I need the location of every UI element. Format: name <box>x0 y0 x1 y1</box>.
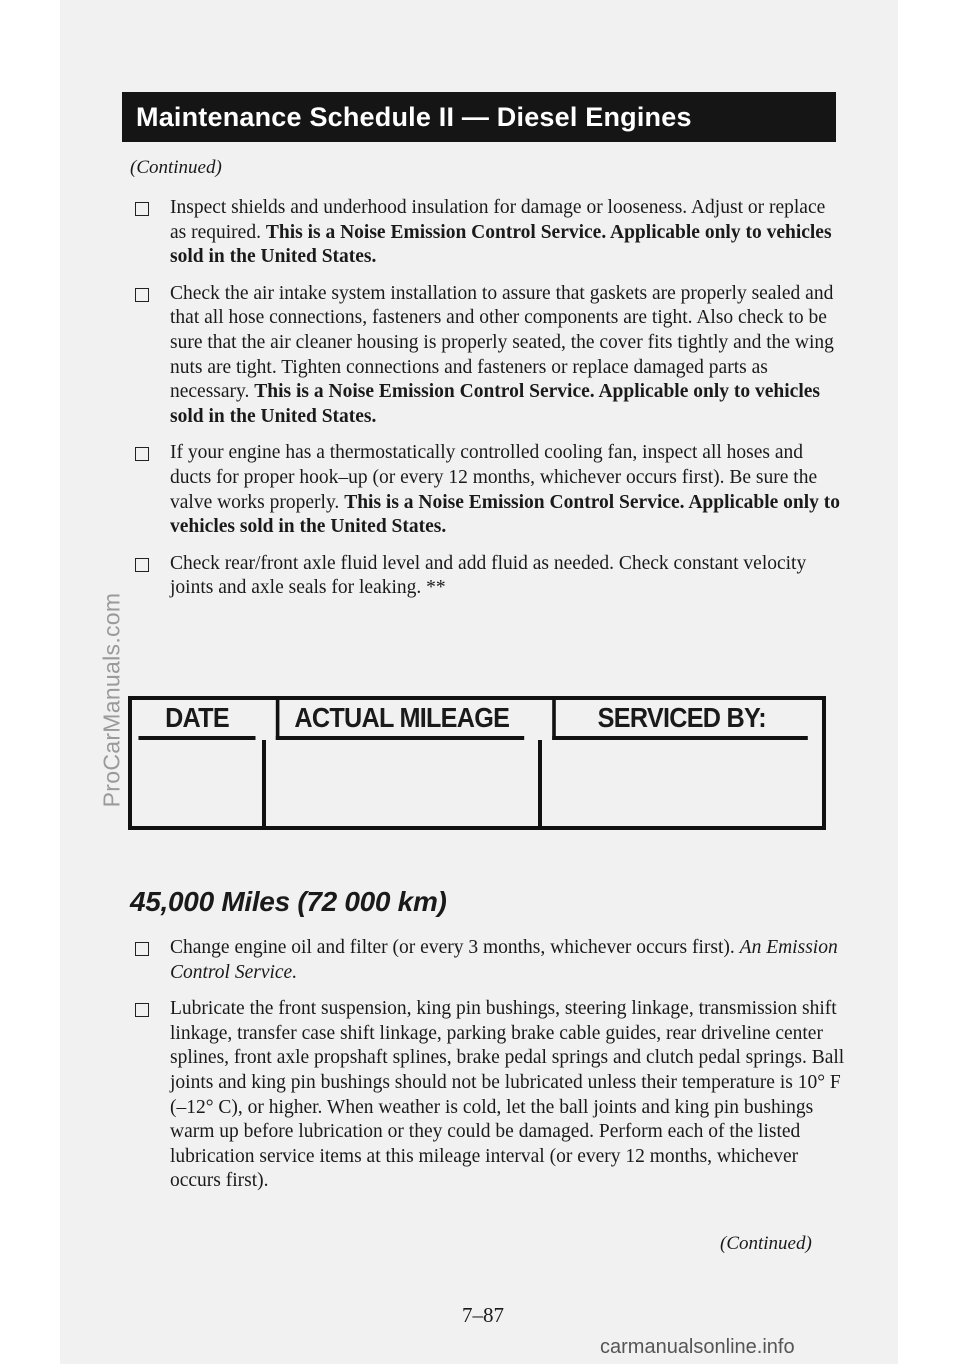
side-watermark: ProCarManuals.com <box>98 592 125 808</box>
item-text: Change engine oil and filter (or every 3 months, whichever occurs first). An Emission Control Service. <box>170 937 838 983</box>
checkbox-icon[interactable] <box>135 288 149 302</box>
item-text: If your engine has a thermostatically controlled cooling fan, inspect all hoses and ducts for proper hook–up (or every 12 months, whichever occurs first). Be sure the valve works properly. This is a Noise Emission Control Service. Applicable only to vehicles sold in the United States. <box>170 442 841 538</box>
page-title: Maintenance Schedule II — Diesel Engines <box>122 92 836 142</box>
checkbox-icon[interactable] <box>135 1003 149 1017</box>
continued-label-bottom: (Continued) <box>720 1233 812 1254</box>
item-text: Inspect shields and underhood insulation for damage or looseness. Adjust or replace as required. This is a Noise Emission Control Service. Applicable only to vehicles sold in the United States. <box>170 197 832 268</box>
continued-label-top: (Continued) <box>130 157 222 178</box>
item-text: Check rear/front axle fluid level and add fluid as needed. Check constant velocity joints and axle seals for leaking. ** <box>170 552 807 599</box>
item-text: Lubricate the front suspension, king pin bushings, steering linkage, transmission shift linkage, transfer case shift linkage, parking brake cable guides, rear driveline center splines, front axle propshaft splines, brake pedal springs and clutch pedal springs. Ball joints and king pin bushings should not be lubricated unless their temperature is 10° F (–12° C), or higher. When weather is cold, let the ball joints and king pin bushings warm up before lubrication or they could be damaged. Perform each of the listed lubrication service items at this mileage interval (or every 12 months, whichever occurs first). <box>170 998 845 1192</box>
section-heading: 45,000 Miles (72 000 km) <box>130 886 447 917</box>
header-date: DATE <box>139 700 256 740</box>
header-actual-mileage: ACTUAL MILEAGE <box>276 700 524 740</box>
checklist-item <box>134 196 846 270</box>
footer-watermark: carmanualsonline.info <box>600 1336 795 1358</box>
checklist-bottom <box>134 936 846 1194</box>
checkbox-icon[interactable] <box>135 558 149 572</box>
header-serviced-by: SERVICED BY: <box>552 700 808 740</box>
item-text: Check the air intake system installation to assure that gaskets are properly sealed and that all hose connections, fasteners and other components are tight. Also check to be sure that the air cleaner housing is properly seated, the cover fits tightly and the wing nuts are tight. Tighten connections and fasteners or replace damaged parts as necessary. This is a Noise Emission Control Service. Applicable only to vehicles sold in the United States. <box>170 282 834 427</box>
service-record-table <box>128 696 826 830</box>
checkbox-icon[interactable] <box>135 202 149 216</box>
checklist-item <box>134 552 846 601</box>
page-number: 7–87 <box>462 1303 504 1327</box>
checklist-item <box>134 441 846 539</box>
checklist-item <box>134 997 846 1194</box>
checkbox-icon[interactable] <box>135 942 149 956</box>
serviced-by-entry-cell[interactable] <box>538 740 822 826</box>
checklist-top <box>134 196 846 601</box>
date-entry-cell[interactable] <box>132 740 262 826</box>
mileage-entry-cell[interactable] <box>262 740 538 826</box>
checklist-item <box>134 936 846 985</box>
checkbox-icon[interactable] <box>135 447 149 461</box>
checklist-item <box>134 282 846 430</box>
